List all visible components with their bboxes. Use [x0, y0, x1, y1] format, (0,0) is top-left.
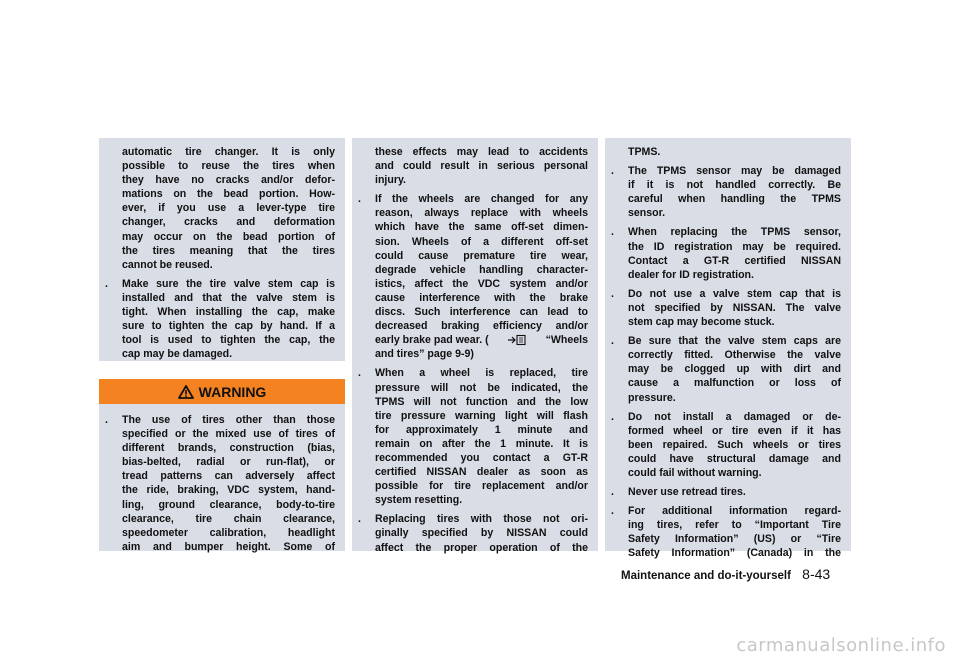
bullet-marker: . [611, 410, 614, 423]
page-footer [621, 566, 830, 582]
bullet-item: . Never use retread tires. [611, 486, 746, 499]
bullet-item: . When replacing the TPMS sensor, the ID registration may be required. Contact a GT-R certified NISSAN dealer for ID registration. [611, 226, 841, 281]
page-reference-icon [506, 334, 528, 346]
bullet-item: . The TPMS sensor may be damaged if it is not handled correctly. Be careful when handling the TPMS sensor. [611, 165, 841, 220]
bullet-item: . When a wheel is replaced, tire pressure will not be indicated, the TPMS will not function and the low tire pressure warning light will flash for approximately 1 minute and remain on after the 1 minute. It is recommended you contact a GT-R certified NISSAN dealer as soon as possible for tire replacement and/or system resetting. [358, 367, 588, 507]
continued-paragraph: TPMS. [628, 146, 661, 158]
column2-text [358, 145, 588, 555]
bullet-marker: . [611, 165, 614, 178]
page-reference-link[interactable]: “Wheels [545, 334, 588, 347]
bullet-marker: . [105, 277, 108, 290]
bullet-marker: . [611, 335, 614, 348]
bullet-item: . For additional information regard- ing tires, refer to “Important Tire Safety Information” (US) or “Tire Safety Information” (Canada) in the [611, 505, 841, 560]
watermark: carmanualsonline.info [736, 635, 946, 656]
warning-triangle-icon [178, 385, 194, 399]
column3-bullets [611, 164, 841, 560]
column3-text [611, 145, 841, 561]
bullet-marker: . [611, 486, 614, 499]
warning-bullet-item: . The use of tires other than those specified or the mixed use of tires of different brands, construction (bias, bias-belted, radial or run-flat), or tread patterns can adversely affect the ride, braking, VDC system, hand- ling, ground clearance, body-to-tire clearance, tire chain clearance, speedometer calibration, headlight aim and bumper height. Some of [105, 414, 335, 553]
bullet-item: . Replacing tires with those not ori- ginally specified by NISSAN could affect the proper operation of the [358, 513, 588, 554]
continued-paragraph: these effects may lead to accidents and could result in serious personal injury. [375, 146, 588, 187]
continued-paragraph: automatic tire changer. It is only possible to reuse the tires when they have no cracks and/or defor- mations on the bead portion. How- ever, if you use a lever-type tire changer, cracks and deformation may occur on the bead portion of the tires meaning that the tires cannot be reused. [122, 146, 335, 271]
bullet-marker: . [105, 414, 108, 426]
warning-text [105, 413, 335, 554]
bullet-item: . If the wheels are changed for any reason, always replace with wheels which have the same off-set dimen- sion. Wheels of a different off-set could cause premature tire wear, degrade vehicle handling character- istics, affect the VDC system and/or cause interference with the brake discs. Such interference can lead to decreased braking efficiency and/or early brake pad wear. ( “Wheels and tires” page 9-9) [358, 193, 588, 361]
bullet-marker: . [358, 193, 361, 206]
bullet-item: . Be sure that the valve stem caps are correctly fitted. Otherwise the valve may be clogged up with dirt and cause a malfunction or loss of pressure. [611, 335, 841, 404]
bullet-marker: . [358, 367, 361, 380]
bullet-marker: . [611, 505, 614, 518]
warning-header [99, 379, 345, 404]
bullet-item: . Do not install a damaged or de- formed wheel or tire even if it has been repaired. Such wheels or tires could have structural damage and could fail without warning. [611, 410, 841, 479]
page-number: 8-43 [802, 566, 831, 582]
bullet-marker: . [611, 287, 614, 300]
warning-label: WARNING [198, 383, 267, 400]
bullet-marker: . [358, 513, 361, 526]
bullet-item: . Make sure the tire valve stem cap is installed and that the valve stem is tight. When installing the cap, make sure to tighten the cap by hand. If a tool is used to tighten the cap, the cap may be damaged. [105, 277, 335, 361]
bullet-item: . Do not use a valve stem cap that is not specified by NISSAN. The valve stem cap may become stuck. [611, 287, 841, 329]
column1-text [105, 145, 335, 361]
section-title: Maintenance and do-it-yourself [621, 570, 791, 582]
bullet-marker: . [611, 226, 614, 239]
